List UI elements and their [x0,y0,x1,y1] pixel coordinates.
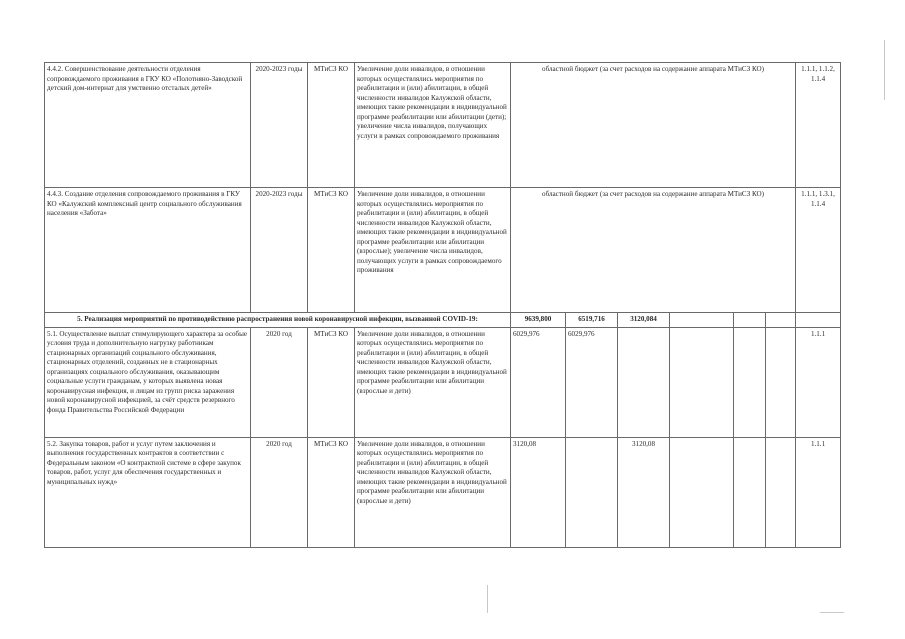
value-2-cell: 3120,08 [618,437,670,547]
scan-artifact [820,612,844,613]
period-cell: 2020-2023 годы [251,63,308,188]
measures-table [44,62,841,548]
executor-cell: МТиСЗ КО [308,188,355,313]
table-row [45,63,841,188]
measure-name-cell: 5.1. Осуществление выплат стимулирующего характера за особые условия труда и дополнительную нагрузку работникам стационарных организаций социального обслуживания, стационарных отделений, созданных не в стационарных организациях социального обслуживания, оказывающим социальные услуги гражданам, у которых выявлена новая коронавирусная инфекция, и лицам из групп риска заражения новой коронавирусной инфекцией, за счёт средств резервного фонда Правительства Российской Федерации [45,327,251,437]
empty-cell [734,437,766,547]
links-cell: 1.1.1 [796,327,841,437]
value-2-cell [618,327,670,437]
section-total: 9639,800 [511,313,566,328]
period-cell: 2020-2023 годы [251,188,308,313]
indicator-cell: Увеличение доли инвалидов, в отношении которых осуществлялись мероприятия по реабилитации и (или) абилитации, в общей численности инвалидов Калужской области, имеющих такие рекомендации в индивидуальной программе реабилитации или абилитации (взрослые); увеличение числа инвалидов, получающих услуги в рамках сопровождаемого проживания [355,188,511,313]
table-row [45,327,841,437]
executor-cell: МТиСЗ КО [308,327,355,437]
section-value-1: 6519,716 [566,313,618,328]
table-row [45,188,841,313]
total-cell: 6029,976 [511,327,566,437]
links-cell: 1.1.1, 1.1.2, 1.1.4 [796,63,841,188]
value-1-cell [566,437,618,547]
section-row [45,313,841,328]
total-cell: 3120,08 [511,437,566,547]
period-cell: 2020 год [251,327,308,437]
indicator-cell: Увеличение доли инвалидов, в отношении которых осуществлялись мероприятия по реабилитации и (или) абилитации, в общей численности инвалидов Калужской области, имеющих такие рекомендации в индивидуальной программе реабилитации или абилитации (взрослые и дети) [355,437,511,547]
executor-cell: МТиСЗ КО [308,63,355,188]
empty-cell [670,313,734,328]
empty-cell [670,437,734,547]
value-1-cell: 6029,976 [566,327,618,437]
period-cell: 2020 год [251,437,308,547]
table-row [45,437,841,547]
funding-cell: областной бюджет (за счет расходов на содержание аппарата МТиСЗ КО) [511,63,796,188]
empty-cell [670,327,734,437]
section-value-2: 3120,084 [618,313,670,328]
funding-cell: областной бюджет (за счет расходов на содержание аппарата МТиСЗ КО) [511,188,796,313]
measure-name-cell: 5.2. Закупка товаров, работ и услуг путем заключения и выполнения государственных контрактов в соответствии с Федеральным законом «О контрактной системе в сфере закупок товаров, работ, услуг для обеспечения государственных и муниципальных нужд» [45,437,251,547]
empty-cell [766,327,796,437]
empty-cell [766,313,796,328]
executor-cell: МТиСЗ КО [308,437,355,547]
links-cell: 1.1.1 [796,437,841,547]
measure-name-cell: 4.4.3. Создание отделения сопровождаемого проживания в ГКУ КО «Калужский комплексный центр социального обслуживания населения «Забота» [45,188,251,313]
scan-artifact [487,585,488,613]
indicator-cell: Увеличение доли инвалидов, в отношении которых осуществлялись мероприятия по реабилитации и (или) абилитации, в общей численности инвалидов Калужской области, имеющих такие рекомендации в индивидуальной программе реабилитации или абилитации (дети); увеличение числа инвалидов, получающих услуги в рамках сопровождаемого проживания [355,63,511,188]
links-cell: 1.1.1, 1.3.1, 1.1.4 [796,188,841,313]
measure-name-cell: 4.4.2. Совершенствование деятельности отделения сопровождаемого проживания в ГКУ КО «Полотняно-Заводской детский дом-интернат для умственно отсталых детей» [45,63,251,188]
empty-cell [734,313,766,328]
empty-cell [796,313,841,328]
indicator-cell: Увеличение доли инвалидов, в отношении которых осуществлялись мероприятия по реабилитации и (или) абилитации, в общей численности инвалидов Калужской области, имеющих такие рекомендации в индивидуальной программе реабилитации или абилитации (взрослые и дети) [355,327,511,437]
scan-artifact [884,40,885,100]
section-title: 5. Реализация мероприятий по противодействию распространения новой коронавирусной инфекции, вызванной COVID-19: [45,313,511,328]
empty-cell [766,437,796,547]
empty-cell [734,327,766,437]
